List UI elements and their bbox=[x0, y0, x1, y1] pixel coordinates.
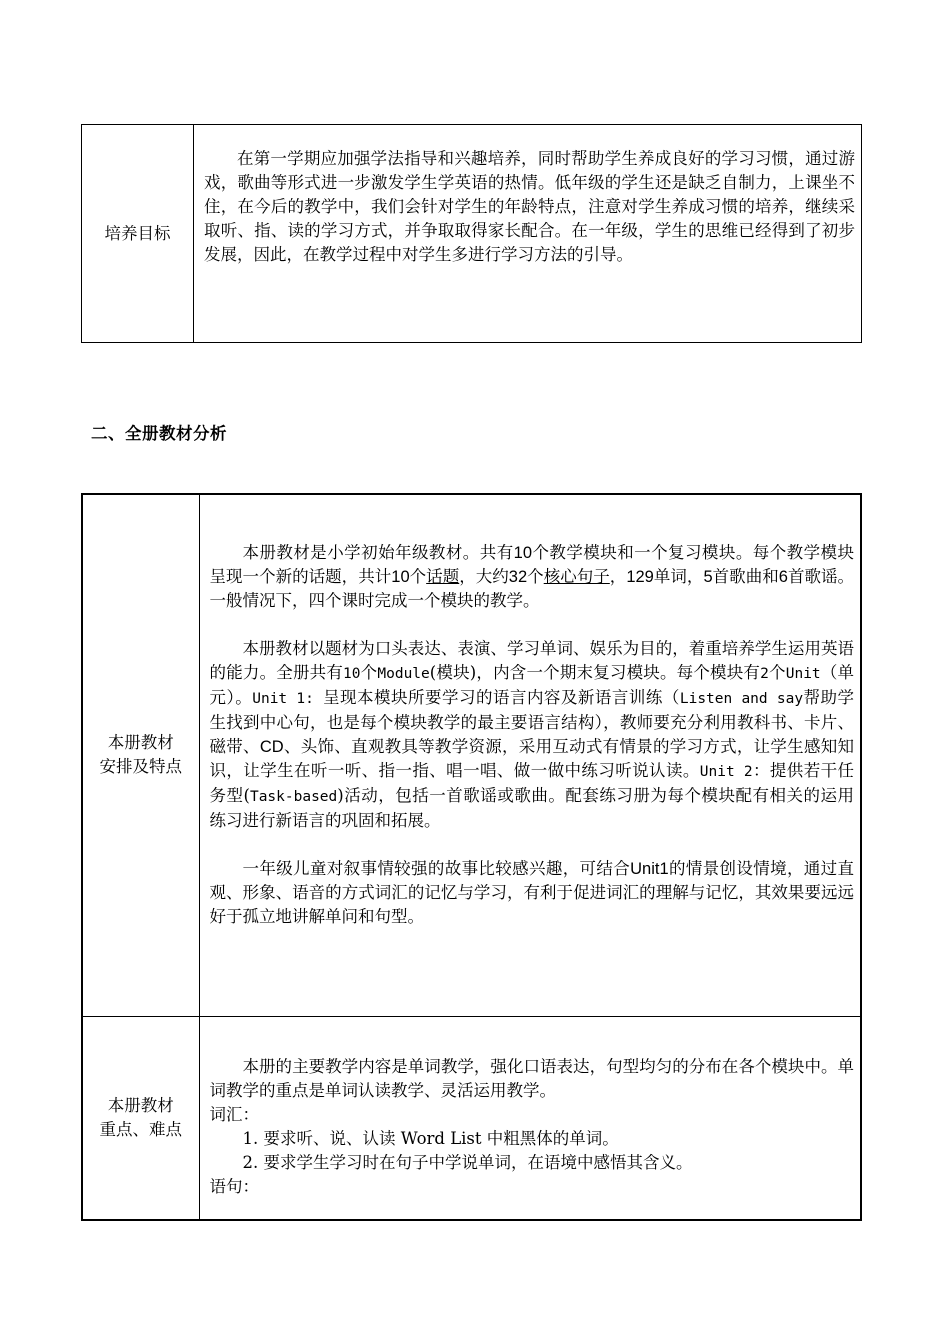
arrangement-paragraph-3: 一年级儿童对叙事情较强的故事比较感兴趣，可结合Unit1的情景创设情境，通过直观、形象、语音的方式词汇的记忆与学习，有利于促进词汇的理解与记忆，其效果要远远好于孤立地讲解单问和句型。 bbox=[209, 859, 855, 926]
vocab-item-2: 2. 要求学生学习时在句子中学说单词，在语境中感悟其含义。 bbox=[242, 1152, 693, 1172]
key-points-label-line1: 本册教材 bbox=[107, 1095, 174, 1115]
arrangement-label-line1: 本册教材 bbox=[107, 733, 174, 753]
arrangement-content bbox=[199, 494, 861, 1016]
section-heading: 二、全册教材分析 bbox=[91, 424, 227, 443]
key-points-intro: 本册的主要教学内容是单词教学，强化口语表达，句型均匀的分布在各个模块中。单词教学的重点是单词认读教学、灵活运用教学。 bbox=[209, 1056, 854, 1100]
training-goals-content bbox=[194, 125, 862, 343]
arrangement-paragraph-2: 本册教材以题材为口头表达、表演、学习单词、娱乐为目的，着重培养学生运用英语的能力。全册共有10个Module(模块)，内含一个期末复习模块。每个模块有2个Unit（单元）。Unit 1: 呈现本模块所要学习的语言内容及新语言训练（Listen and say帮助学生找到中心句，也是每个模块教学的最主要语言结构），教师要充分利用教科书、卡片、磁带、CD、头饰、直观教具等教学资源，采用互动式有情景的学习方式，让学生感知知识，让学生在听一听、指一指、唱一唱、做一做中练习听说认读。Unit 2：提供若干任务型(Task-based)活动，包括一首歌谣或歌曲。配套练习册为每个模块配有相关的运用练习进行新语言的巩固和拓展。 bbox=[209, 639, 855, 830]
training-goals-label-text: 培养目标 bbox=[104, 223, 171, 243]
table-row bbox=[82, 494, 861, 1016]
vocab-item-1: 1. 要求听、说、认读 Word List 中粗黑体的单词。 bbox=[242, 1128, 619, 1148]
training-goals-table bbox=[81, 124, 862, 343]
arrangement-paragraph-1: 本册教材是小学初始年级教材。共有10个教学模块和一个复习模块。每个教学模块呈现一个新的话题，共计10个话题，大约32个核心句子，129单词，5首歌曲和6首歌谣。一般情况下，四个课时完成一个模块的教学。 bbox=[209, 543, 855, 610]
training-goals-paragraph: 在第一学期应加强学法指导和兴趣培养，同时帮助学生养成良好的学习习惯，通过游戏，歌曲等形式进一步激发学生学英语的热情。低年级的学生还是缺乏自制力，上课坐不住，在今后的教学中，我们会针对学生的年龄特点，注意对学生养成习惯的培养，继续采取听、指、读的学习方式，并争取取得家长配合。在一年级，学生的思维已经得到了初步发展，因此，在教学过程中对学生多进行学习方法的引导。 bbox=[204, 149, 855, 264]
sentence-label: 语句： bbox=[209, 1176, 259, 1196]
training-goals-label bbox=[82, 125, 194, 343]
textbook-analysis-table bbox=[81, 493, 862, 1221]
table-row bbox=[82, 1016, 861, 1220]
arrangement-label bbox=[82, 494, 199, 1016]
arrangement-label-line2: 安排及特点 bbox=[99, 757, 182, 777]
key-points-label-line2: 重点、难点 bbox=[99, 1119, 182, 1139]
vocab-label: 词汇： bbox=[209, 1104, 259, 1124]
key-points-content bbox=[199, 1016, 861, 1220]
key-points-label bbox=[82, 1016, 199, 1220]
